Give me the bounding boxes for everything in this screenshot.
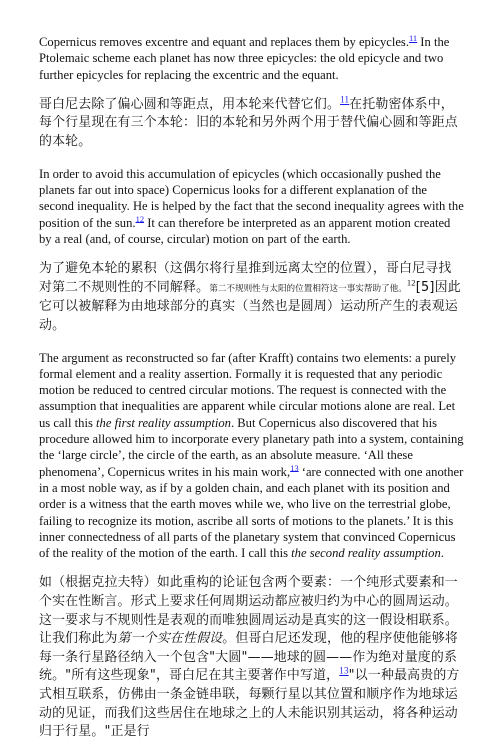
footnote-link-12[interactable]: 12: [135, 213, 145, 224]
text-segment: Copernicus removes excentre and equant and replaces them by epicycles.: [39, 35, 409, 49]
text-segment: "以一种最高贵的方式相互联系，仿佛由一条金链串联，每颗行星以其位置和顺序作为地球运动的见证，而我们这些居住在地球之上的人未能识别其运动，将各种运动归于行星。"正是行: [39, 668, 460, 740]
emphasis-first-reality-assumption-zh: 第一个实在性假设: [117, 631, 223, 647]
text-segment: It can therefore be interpreted as an apparent motion created by a real (and, of course, circular) motion on part of the earth.: [39, 215, 451, 246]
paragraph-2-english: [39, 166, 464, 247]
small-text-segment: 第二不规则性与太阳的位置相符这一事实帮助了他。: [209, 283, 407, 294]
document-page: [39, 34, 464, 756]
text-segment: 在托勒密体系中，每个行星现在有三个本轮：旧的本轮和另外两个用于替代偏心圆和等距点的本轮。: [39, 96, 458, 150]
text-segment: 如（根据克拉夫特）如此重构的论证包含两个要素：一个纯形式要素和一个实在性断言。形式上要求任何周期运动都应被归约为中心的圆周运动。这一要求与不规则性是表观的而唯独圆周运动是真实的这一假设相联系。让我们称此为: [39, 575, 458, 647]
footnote-link-11[interactable]: 11: [408, 32, 418, 43]
text-segment: 。但哥白尼还发现，他的程序使他能够将每一条行星路径纳入一个包含"大圆"——地球的圆——作为绝对量度的系统。"所有这些现象"，哥白尼在其主要著作中写道，: [39, 631, 458, 684]
footnote-link-13-zh[interactable]: 13: [339, 666, 349, 677]
text-segment: 哥白尼去除了偏心圆和等距点，用本轮来代替它们。: [39, 96, 341, 112]
text-segment: 为了避免本轮的累积（这偶尔将行星推到远离太空的位置），哥白尼寻找对第二不规则性的不同解释。: [39, 261, 452, 295]
text-segment: [5]因此它可以被解释为由地球部分的真实（当然也是圆周）运动所产生的表观运动。: [39, 279, 461, 333]
paragraph-2-chinese: [39, 260, 464, 335]
paragraph-3-chinese: [39, 574, 464, 741]
emphasis-first-reality-assumption: the first reality assumption: [96, 415, 231, 430]
text-segment: In order to avoid this accumulation of epicycles (which occasionally pushed the planets far out into space) Copernicus looks for a different explanation of the second inequality. He is helped by the fact that the second inequality agrees with the position of the sun.: [39, 166, 464, 230]
footnote-link-13[interactable]: 13: [290, 462, 299, 473]
paragraph-1-chinese: [39, 96, 464, 152]
text-segment: The argument as reconstructed so far (after Krafft) contains two elements: a purely formal element and a reality assertion. Formally it is requested that any periodic motion be reduced to centred circular motions. The request is connected with the assumption that inequalities are apparent while circular motions alone are real. Let us call this: [39, 350, 457, 430]
text-segment: In the Ptolemaic scheme each planet has now three epicycles: the old epicycle and two further epicycles for replacing the excentric and the equant.: [39, 35, 450, 82]
footnote-link-11-zh[interactable]: 11: [340, 94, 350, 105]
text-segment: ‘are connected with one another in a most noble way, as if by a golden chain, and each planet with its position and order is a witness that the earth moves while we, who live on the terrestrial globe, failing to recognize its motion, ascribe all sorts of motions to the planets.’ It is this inner connectedness of all parts of the planetary system that convinced Copernicus of the reality of the motion of the earth. I call this: [39, 464, 464, 561]
emphasis-second-reality-assumption: the second reality assumption: [291, 546, 441, 561]
text-segment: .: [440, 546, 444, 561]
paragraph-3-english: [39, 350, 464, 562]
paragraph-1-english: [39, 34, 464, 83]
footnote-number-12: 12: [406, 277, 416, 288]
text-segment: . But Copernicus also discovered that his procedure allowed him to incorporate every planetary path into a system, containing the ‘large circle’, the circle of the earth, as an absolute measure. ‘All these phenomena’, Copernicus writes in his main work,: [39, 415, 464, 479]
